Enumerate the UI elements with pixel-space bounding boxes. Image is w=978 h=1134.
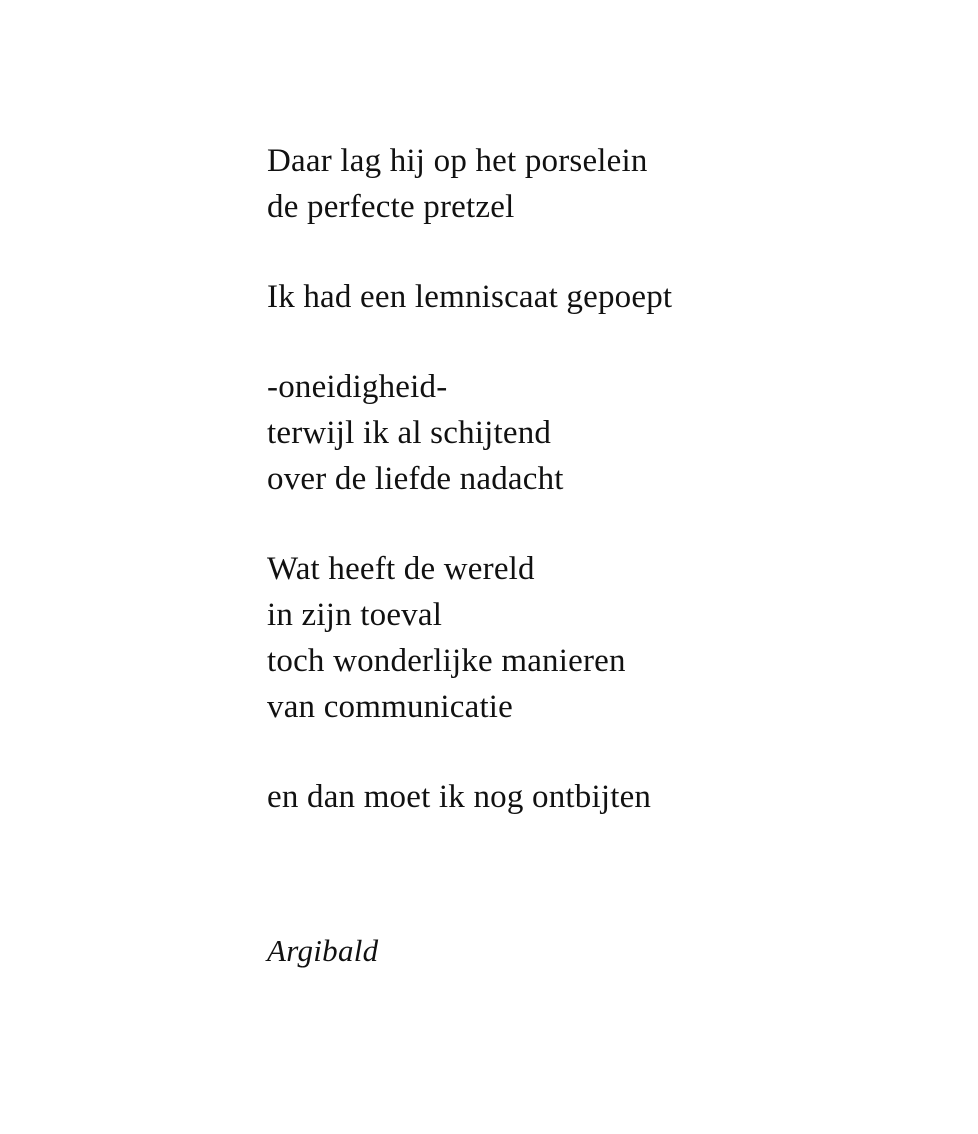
poem-stanza xyxy=(267,774,907,820)
poem-line: en dan moet ik nog ontbijten xyxy=(267,779,652,815)
poem-line: Ik had een lemniscaat gepoept xyxy=(267,279,673,315)
poem-line: Wat heeft de wereld xyxy=(267,551,535,587)
poem-line: van communicatie xyxy=(267,689,514,725)
poem-line: de perfecte pretzel xyxy=(267,189,515,225)
author-signature: Argibald xyxy=(267,933,379,968)
poem-body xyxy=(267,138,907,820)
poem-line: in zijn toeval xyxy=(267,597,443,633)
poem-line: Daar lag hij op het porselein xyxy=(267,143,648,179)
poem-stanza xyxy=(267,138,907,230)
poem-line: over de liefde nadacht xyxy=(267,461,564,497)
poem-stanza xyxy=(267,274,907,320)
poem-stanza xyxy=(267,364,907,502)
poem-line: terwijl ik al schijtend xyxy=(267,415,552,451)
poem-line: -oneidigheid- xyxy=(267,369,448,405)
poem-stanza xyxy=(267,546,907,730)
poem-line: toch wonderlijke manieren xyxy=(267,643,626,679)
